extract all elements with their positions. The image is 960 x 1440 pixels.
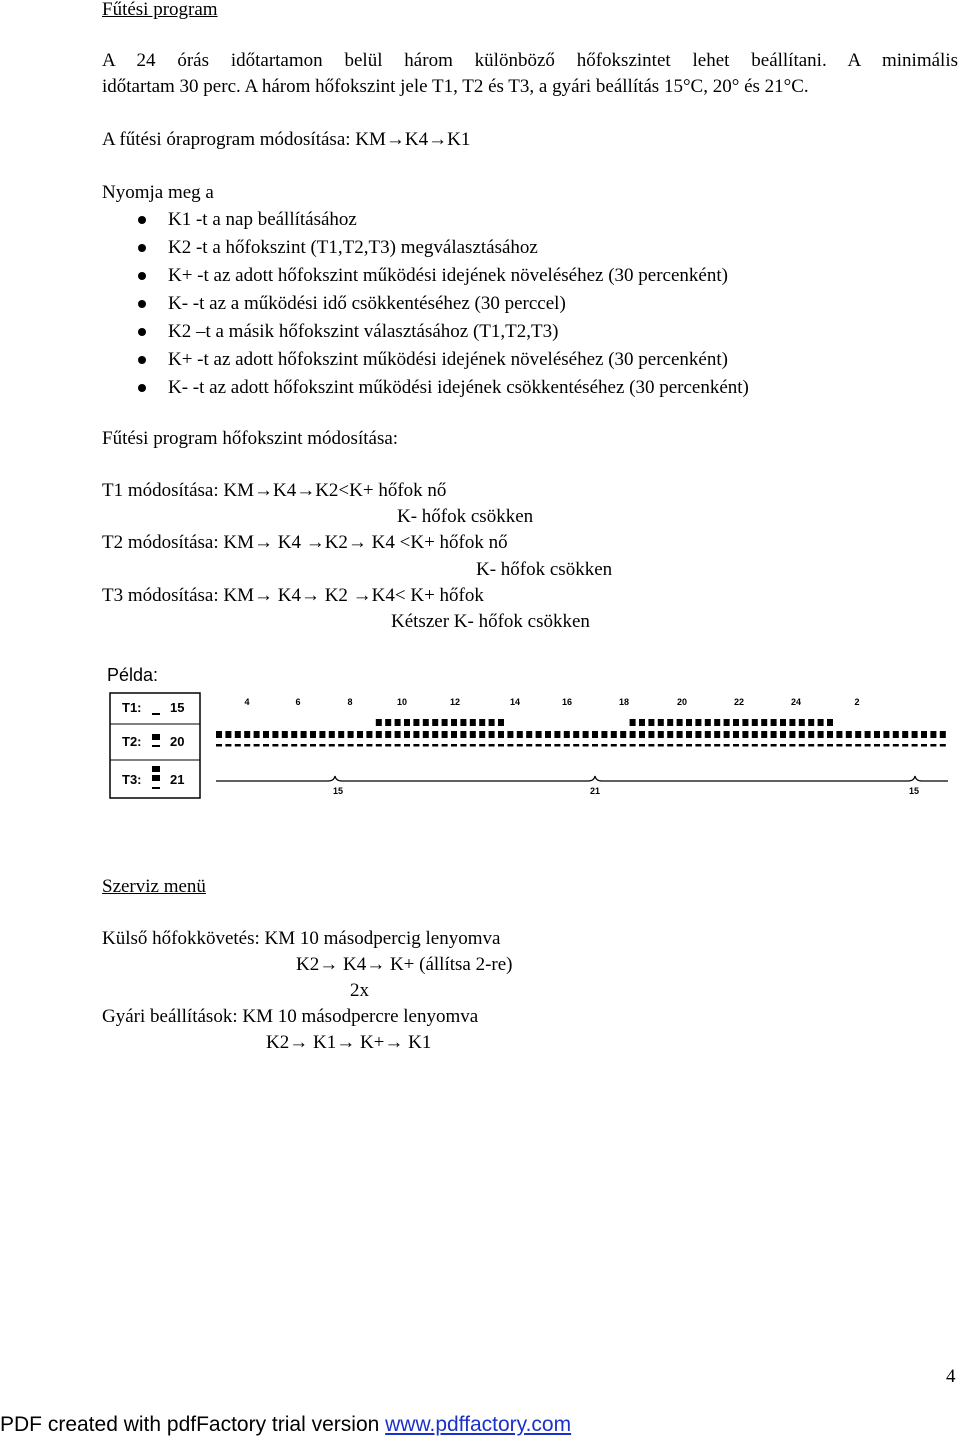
slot-square bbox=[705, 731, 711, 738]
slot-dash bbox=[329, 744, 335, 747]
slot-square bbox=[846, 731, 852, 738]
slot-square bbox=[921, 731, 927, 738]
slot-square bbox=[601, 731, 607, 738]
slot-square bbox=[301, 731, 307, 738]
legend-t3-label: T3: bbox=[122, 772, 142, 787]
slot-dash bbox=[667, 744, 673, 747]
slot-square bbox=[902, 731, 908, 738]
slot-square bbox=[874, 731, 880, 738]
slot-dash bbox=[282, 744, 288, 747]
slot-square bbox=[507, 731, 513, 738]
list-item: K2 –t a másik hőfokszint választásához (T1,T2,T3) bbox=[138, 318, 749, 346]
slot-square-upper bbox=[677, 719, 683, 726]
slot-dash bbox=[789, 744, 795, 747]
slot-square-upper bbox=[733, 719, 739, 726]
t3-modify-line: T3 módosítása: KM→ K4→ K2 →K4< K+ hőfok bbox=[102, 585, 484, 606]
slot-square-upper bbox=[714, 719, 720, 726]
slot-square bbox=[808, 731, 814, 738]
slot-square bbox=[395, 731, 401, 738]
legend-t3-value: 21 bbox=[170, 772, 185, 787]
slot-square-upper bbox=[395, 719, 401, 726]
hour-label: 14 bbox=[509, 697, 521, 707]
bullet-icon bbox=[138, 384, 146, 392]
slot-square bbox=[254, 731, 260, 738]
slot-square bbox=[865, 731, 871, 738]
slot-square-upper bbox=[799, 719, 805, 726]
slot-square bbox=[404, 731, 410, 738]
slot-square-upper bbox=[376, 719, 382, 726]
slot-dash bbox=[235, 744, 241, 747]
slot-dash bbox=[818, 744, 824, 747]
slot-square bbox=[244, 731, 250, 738]
slot-dash bbox=[695, 744, 701, 747]
example-program-diagram bbox=[108, 688, 948, 803]
temp-modify-heading: Fűtési program hőfokszint módosítása: bbox=[102, 428, 399, 449]
slot-square bbox=[789, 731, 795, 738]
slot-square bbox=[376, 731, 382, 738]
list-item: K- -t az a működési idő csökkentéséhez (30 perccel) bbox=[138, 290, 749, 318]
slot-dash bbox=[874, 744, 880, 747]
slot-square bbox=[724, 731, 730, 738]
slot-square bbox=[639, 731, 645, 738]
external-temp-repeat: 2x bbox=[350, 980, 369, 1001]
slot-square bbox=[385, 731, 391, 738]
slot-dash bbox=[771, 744, 777, 747]
list-item: K1 -t a nap beállításához bbox=[138, 206, 749, 234]
slot-dash bbox=[244, 744, 250, 747]
slot-square bbox=[489, 731, 495, 738]
slot-dash bbox=[677, 744, 683, 747]
slot-square-upper bbox=[489, 719, 495, 726]
slot-dash bbox=[451, 744, 457, 747]
slot-square bbox=[620, 731, 626, 738]
slot-square bbox=[545, 731, 551, 738]
slot-dash bbox=[366, 744, 372, 747]
slot-square bbox=[498, 731, 504, 738]
slot-square bbox=[733, 731, 739, 738]
slot-dash bbox=[648, 744, 654, 747]
slot-square bbox=[667, 731, 673, 738]
slot-square bbox=[592, 731, 598, 738]
slot-square-upper bbox=[630, 719, 636, 726]
slot-dash bbox=[902, 744, 908, 747]
slot-dash bbox=[846, 744, 852, 747]
slot-square bbox=[526, 731, 532, 738]
slot-square bbox=[357, 731, 363, 738]
slot-square-upper bbox=[780, 719, 786, 726]
slot-square bbox=[479, 731, 485, 738]
slot-square-upper bbox=[442, 719, 448, 726]
t2-sub-line: K- hőfok csökken bbox=[476, 559, 613, 580]
slot-square bbox=[583, 731, 589, 738]
slot-square bbox=[686, 731, 692, 738]
slot-dash bbox=[442, 744, 448, 747]
slot-dash bbox=[536, 744, 542, 747]
hour-label: 6 bbox=[295, 697, 301, 707]
slot-dash bbox=[348, 744, 354, 747]
intro-line-2: időtartam 30 perc. A három hőfokszint jele T1, T2 és T3, a gyári beállítás 15°C, 20° és 21°C. bbox=[102, 76, 809, 97]
slot-square-upper bbox=[385, 719, 391, 726]
hour-label: 8 bbox=[347, 697, 353, 707]
legend-t2-value: 20 bbox=[170, 734, 185, 749]
slot-dash bbox=[733, 744, 739, 747]
slot-square-upper bbox=[724, 719, 730, 726]
slot-square bbox=[836, 731, 842, 738]
slot-square bbox=[554, 731, 560, 738]
slot-square-upper bbox=[667, 719, 673, 726]
slot-square-upper bbox=[413, 719, 419, 726]
slot-dash bbox=[761, 744, 767, 747]
slot-dash bbox=[357, 744, 363, 747]
slot-square-upper bbox=[771, 719, 777, 726]
slot-dash bbox=[714, 744, 720, 747]
pdf-footer bbox=[0, 1411, 571, 1439]
legend-box bbox=[110, 693, 200, 798]
slot-square bbox=[432, 731, 438, 738]
slot-dash bbox=[855, 744, 861, 747]
slot-dash bbox=[432, 744, 438, 747]
slot-dash bbox=[338, 744, 344, 747]
slot-square bbox=[930, 731, 936, 738]
slot-square bbox=[714, 731, 720, 738]
list-item: K- -t az adott hőfokszint működési idejének csökkentéséhez (30 percenként) bbox=[138, 374, 749, 402]
slot-square-upper bbox=[686, 719, 692, 726]
slot-square bbox=[695, 731, 701, 738]
slot-square bbox=[752, 731, 758, 738]
bullet-icon bbox=[138, 244, 146, 252]
modify-program-line: A fűtési óraprogram módosítása: KM→K4→K1 bbox=[102, 129, 471, 150]
hour-label: 22 bbox=[733, 697, 745, 707]
slot-square bbox=[912, 731, 918, 738]
slot-square bbox=[536, 731, 542, 738]
slot-square-upper bbox=[432, 719, 438, 726]
slot-square bbox=[348, 731, 354, 738]
slot-dash bbox=[404, 744, 410, 747]
bullet-icon bbox=[138, 300, 146, 308]
slot-dash bbox=[479, 744, 485, 747]
hour-label: 10 bbox=[396, 697, 408, 707]
slot-dash bbox=[583, 744, 589, 747]
slot-square bbox=[883, 731, 889, 738]
factory-settings-line: Gyári beállítások: KM 10 másodpercre lenyomva bbox=[102, 1006, 479, 1027]
slot-dash bbox=[752, 744, 758, 747]
slot-square bbox=[799, 731, 805, 738]
hour-label: 2 bbox=[854, 697, 860, 707]
slot-dash bbox=[498, 744, 504, 747]
slot-square-upper bbox=[423, 719, 429, 726]
slot-square bbox=[470, 731, 476, 738]
press-line: Nyomja meg a bbox=[102, 182, 214, 203]
slot-square bbox=[413, 731, 419, 738]
slot-square-upper bbox=[460, 719, 466, 726]
slot-dash bbox=[554, 744, 560, 747]
slot-dash bbox=[724, 744, 730, 747]
bullet-icon bbox=[138, 356, 146, 364]
slot-square-upper bbox=[705, 719, 711, 726]
slot-dash bbox=[376, 744, 382, 747]
slot-dash bbox=[489, 744, 495, 747]
slot-dash bbox=[470, 744, 476, 747]
slot-square-upper bbox=[742, 719, 748, 726]
slot-square bbox=[310, 731, 316, 738]
bullet-icon bbox=[138, 216, 146, 224]
slot-dash bbox=[263, 744, 269, 747]
slot-square-upper bbox=[451, 719, 457, 726]
slot-square bbox=[648, 731, 654, 738]
slot-dash bbox=[780, 744, 786, 747]
slot-dash bbox=[254, 744, 260, 747]
slot-dash bbox=[912, 744, 918, 747]
bullet-icon bbox=[138, 328, 146, 336]
slot-dash bbox=[385, 744, 391, 747]
slot-square bbox=[818, 731, 824, 738]
section-title-heating: Fűtési program bbox=[102, 0, 218, 20]
slot-square-upper bbox=[695, 719, 701, 726]
slot-square-upper bbox=[639, 719, 645, 726]
t1-modify-line: T1 módosítása: KM→K4→K2<K+ hőfok nő bbox=[102, 480, 447, 501]
slot-square bbox=[272, 731, 278, 738]
slot-square bbox=[855, 731, 861, 738]
slot-square bbox=[630, 731, 636, 738]
slot-dash bbox=[799, 744, 805, 747]
schedule-slots bbox=[216, 719, 946, 747]
slot-square bbox=[263, 731, 269, 738]
slot-square-upper bbox=[470, 719, 476, 726]
slot-square bbox=[235, 731, 241, 738]
slot-square-upper bbox=[808, 719, 814, 726]
slot-dash bbox=[705, 744, 711, 747]
hour-label: 16 bbox=[561, 697, 573, 707]
slot-dash bbox=[291, 744, 297, 747]
slot-dash bbox=[423, 744, 429, 747]
slot-square-upper bbox=[404, 719, 410, 726]
slot-dash bbox=[686, 744, 692, 747]
slot-dash bbox=[742, 744, 748, 747]
slot-square-upper bbox=[498, 719, 504, 726]
slot-square bbox=[564, 731, 570, 738]
bottom-label: 21 bbox=[589, 786, 601, 796]
slot-dash bbox=[310, 744, 316, 747]
legend-t2-label: T2: bbox=[122, 734, 142, 749]
intro-line-1: A 24 órás időtartamon belül három különböző hőfokszintet lehet beállítani. A minimális bbox=[102, 50, 958, 71]
slot-square-upper bbox=[818, 719, 824, 726]
slot-dash bbox=[940, 744, 946, 747]
slot-dash bbox=[592, 744, 598, 747]
slot-square-upper bbox=[479, 719, 485, 726]
list-item: K+ -t az adott hőfokszint működési idejének növeléséhez (30 percenként) bbox=[138, 262, 749, 290]
slot-square bbox=[442, 731, 448, 738]
slot-square bbox=[761, 731, 767, 738]
legend-t1-value: 15 bbox=[170, 700, 185, 715]
slot-square-upper bbox=[789, 719, 795, 726]
slot-dash bbox=[601, 744, 607, 747]
t3-sub-line: Kétszer K- hőfok csökken bbox=[391, 611, 590, 632]
slot-square-upper bbox=[827, 719, 833, 726]
legend-t1-label: T1: bbox=[122, 700, 142, 715]
slot-dash bbox=[630, 744, 636, 747]
footer-text: PDF created with pdfFactory trial version bbox=[0, 1413, 386, 1436]
bottom-label: 15 bbox=[908, 786, 920, 796]
slot-square bbox=[611, 731, 617, 738]
slot-dash bbox=[921, 744, 927, 747]
t2-modify-line: T2 módosítása: KM→ K4 →K2→ K4 <K+ hőfok nő bbox=[102, 532, 508, 553]
slot-dash bbox=[573, 744, 579, 747]
slot-square bbox=[573, 731, 579, 738]
hour-label: 24 bbox=[790, 697, 802, 707]
page-number: 4 bbox=[946, 1366, 956, 1387]
t1-sub-line: K- hőfok csökken bbox=[397, 506, 534, 527]
slot-dash bbox=[883, 744, 889, 747]
slot-dash bbox=[930, 744, 936, 747]
slot-square bbox=[893, 731, 899, 738]
slot-square bbox=[329, 731, 335, 738]
slot-square bbox=[423, 731, 429, 738]
hour-label: 18 bbox=[618, 697, 630, 707]
slot-square bbox=[658, 731, 664, 738]
slot-square bbox=[677, 731, 683, 738]
slot-dash bbox=[413, 744, 419, 747]
slot-square bbox=[216, 731, 222, 738]
slot-square-upper bbox=[752, 719, 758, 726]
example-label: Példa: bbox=[107, 665, 159, 685]
slot-dash bbox=[517, 744, 523, 747]
hour-label: 12 bbox=[449, 697, 461, 707]
slot-dash bbox=[865, 744, 871, 747]
slot-dash bbox=[836, 744, 842, 747]
slot-square bbox=[780, 731, 786, 738]
slot-dash bbox=[564, 744, 570, 747]
footer-link[interactable]: www.pdffactory.com bbox=[385, 1413, 572, 1436]
external-temp-line: Külső hőfokkövetés: KM 10 másodpercig lenyomva bbox=[102, 928, 501, 949]
slot-dash bbox=[526, 744, 532, 747]
slot-square bbox=[451, 731, 457, 738]
slot-dash bbox=[620, 744, 626, 747]
bullet-icon bbox=[138, 272, 146, 280]
instruction-list bbox=[138, 206, 749, 402]
slot-square-upper bbox=[761, 719, 767, 726]
slot-dash bbox=[319, 744, 325, 747]
slot-square bbox=[940, 731, 946, 738]
slot-square bbox=[338, 731, 344, 738]
bottom-label: 15 bbox=[332, 786, 344, 796]
slot-dash bbox=[225, 744, 231, 747]
slot-dash bbox=[395, 744, 401, 747]
slot-square bbox=[517, 731, 523, 738]
slot-square bbox=[742, 731, 748, 738]
list-item: K+ -t az adott hőfokszint működési idejének növeléséhez (30 percenként) bbox=[138, 346, 749, 374]
slot-dash bbox=[893, 744, 899, 747]
slot-dash bbox=[611, 744, 617, 747]
slot-square bbox=[291, 731, 297, 738]
slot-square bbox=[827, 731, 833, 738]
slot-dash bbox=[460, 744, 466, 747]
slot-square bbox=[771, 731, 777, 738]
slot-dash bbox=[216, 744, 222, 747]
slot-square bbox=[225, 731, 231, 738]
factory-settings-keys: K2→ K1→ K+→ K1 bbox=[266, 1032, 432, 1053]
slot-dash bbox=[827, 744, 833, 747]
slot-square-upper bbox=[648, 719, 654, 726]
slot-dash bbox=[301, 744, 307, 747]
list-item: K2 -t a hőfokszint (T1,T2,T3) megválasztásához bbox=[138, 234, 749, 262]
slot-square bbox=[366, 731, 372, 738]
slot-dash bbox=[639, 744, 645, 747]
slot-dash bbox=[545, 744, 551, 747]
slot-square bbox=[319, 731, 325, 738]
slot-dash bbox=[507, 744, 513, 747]
slot-dash bbox=[658, 744, 664, 747]
slot-dash bbox=[808, 744, 814, 747]
external-temp-keys: K2→ K4→ K+ (állítsa 2-re) bbox=[296, 954, 513, 975]
slot-square-upper bbox=[658, 719, 664, 726]
hour-label: 20 bbox=[676, 697, 688, 707]
service-menu-title: Szerviz menü bbox=[102, 876, 206, 897]
slot-dash bbox=[272, 744, 278, 747]
slot-square bbox=[282, 731, 288, 738]
slot-square bbox=[460, 731, 466, 738]
hour-label: 4 bbox=[244, 697, 250, 707]
